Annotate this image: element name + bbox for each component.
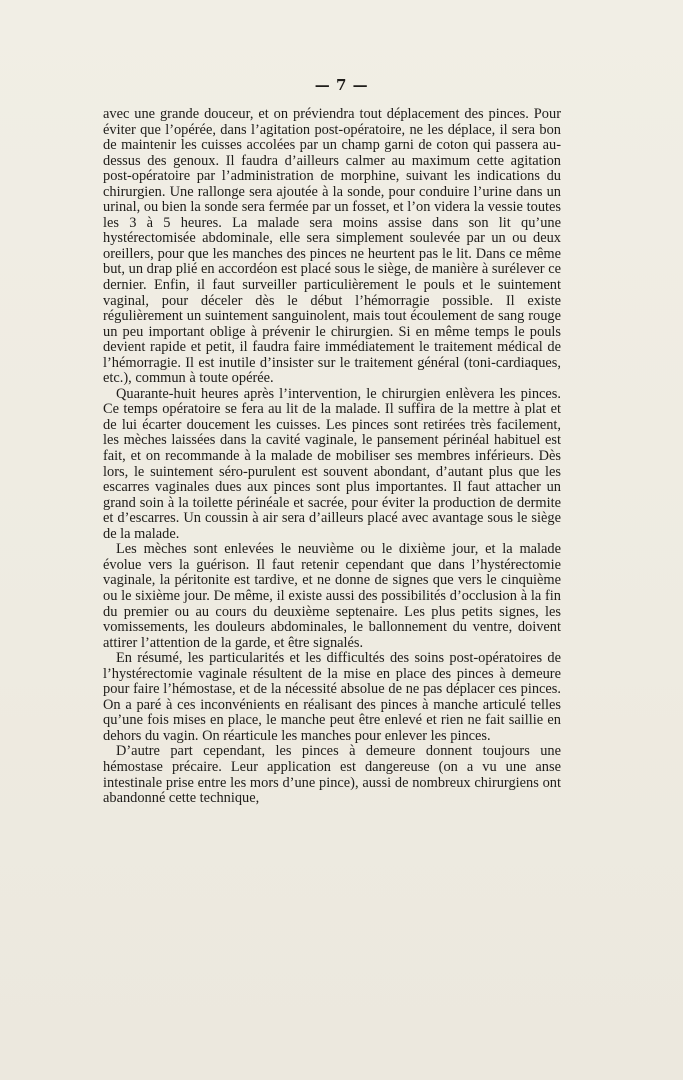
body-text	[103, 107, 561, 807]
paragraph-wick-removal: Les mèches sont enlevées le neuvième ou le dixième jour, et la malade évolue vers la guérison. Il faut retenir cependant que dans l’hystérectomie vaginale, la péritonite est tardive, et ne donne de signes que vers le cinquième ou le sixième jour. De même, il existe aussi des possibilités d’occlusion à la fin du premier ou au cours du deuxième septenaire. Les plus petits signes, les vomissements, les douleurs abdominales, le ballonnement du ventre, doivent attirer l’attention de la garde, et être signalés.	[103, 541, 561, 651]
paragraph-continuation: avec une grande douceur, et on préviendra tout déplacement des pinces. Pour éviter que l’opérée, dans l’agitation post-opératoire, ne les déplace, il sera bon de maintenir les cuisses accolées par un champ garni de coton qui passera au-dessus des genoux. Il faudra d’ailleurs calmer au maximum cette agitation post-opératoire par l’administration de morphine, suivant les indications du chirurgien. Une rallonge sera ajoutée à la sonde, pour conduire l’urine dans un urinal, ou bien la sonde sera fermée par un fosset, et l’on videra la vessie toutes les 3 à 5 heures. La malade sera moins assise dans son lit qu’une hystérectomisée abdominale, elle sera simplement soulevée par un ou deux oreillers, pour que les manches des pinces ne heurtent pas le lit. Dans ce même but, un drap plié en accordéon est placé sous le siège, de manière à surélever ce dernier. Enfin, il faut surveiller particulièrement le pouls et le suintement vaginal, pour déceler dès le début l’hémorragie possible. Il existe régulièrement un suintement sanguinolent, mais tout écoulement de sang rouge un peu important oblige à prévenir le chirurgien. Si en même temps le pouls devient rapide et petit, il faudra faire immédiatement le traitement médical de l’hémorragie. Il est inutile d’insister sur le traitement général (toni-cardiaques, etc.), commun à toute opérée.	[103, 106, 561, 387]
paragraph-summary: En résumé, les particularités et les difficultés des soins post-opératoires de l’hystérectomie vaginale résultent de la mise en place des pinces à demeure pour faire l’hémostase, et de la nécessité absolue de ne pas déplacer ces pinces. On a paré à ces inconvénients en réalisant des pinces à manche articulé telles qu’une fois mises en place, le manche peut être enlevé et rien ne fait saillie en dehors du vagin. On réarticule les manches pour enlever les pinces.	[103, 650, 561, 744]
paragraph-hemostasis: D’autre part cependant, les pinces à demeure donnent toujours une hémostase précaire. Leur application est dangereuse (on a vu une anse intestinale prise entre les mors d’une pince), aussi de nombreux chirurgiens ont abandonné cette technique,	[103, 743, 561, 807]
paragraph-pin-removal: Quarante-huit heures après l’intervention, le chirurgien enlèvera les pinces. Ce temps opératoire se fera au lit de la malade. Il suffira de la mettre à plat et de lui écarter doucement les cuisses. Les pinces sont retirées très facilement, les mèches laissées dans la cavité vaginale, le pansement périnéal habituel est fait, et on recommande à la malade de mobiliser ses membres inférieurs. Dès lors, le suintement séro-purulent est souvent abondant, d’autant plus que les escarres vaginales dues aux pinces sont plus importantes. Il faut attacher un grand soin à la toilette périnéale et sacrée, pour éviter la production de dermite et d’escarres. Un coussin à air sera d’ailleurs placé avec avantage sous le siège de la malade.	[103, 385, 561, 542]
page-number: — 7 —	[314, 76, 369, 94]
